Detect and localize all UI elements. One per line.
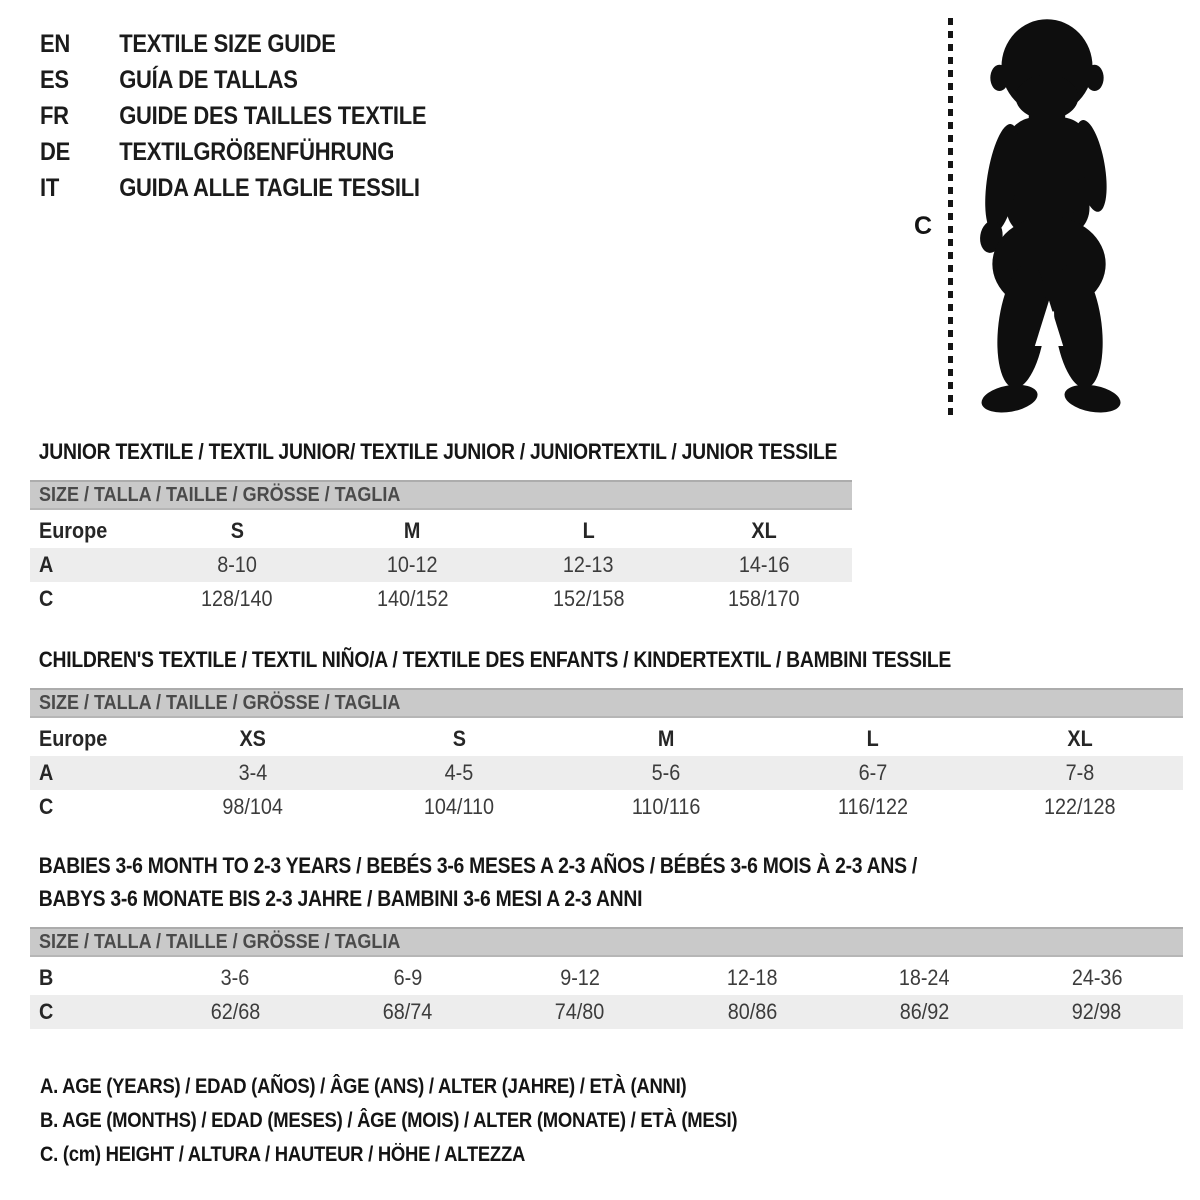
cell-value: 12-13 bbox=[563, 552, 614, 577]
row-label-text: A bbox=[39, 760, 54, 785]
row-label bbox=[30, 794, 149, 820]
cell bbox=[356, 794, 563, 820]
legend-row: C. (cm) HEIGHT / ALTURA / HAUTEUR / HÖHE / ALTEZZA bbox=[40, 1143, 526, 1166]
cell-value: 14-16 bbox=[738, 552, 790, 577]
cell-value: 98/104 bbox=[222, 794, 283, 819]
size-table-header-label: SIZE / TALLA / TAILLE / GRÖSSE / TAGLIA bbox=[39, 692, 401, 714]
cell-value: 4-5 bbox=[444, 760, 474, 785]
cell-value: 5-6 bbox=[651, 760, 681, 785]
size-table-children bbox=[30, 688, 1183, 824]
row-cells bbox=[149, 518, 852, 544]
size-table-header-label: SIZE / TALLA / TAILLE / GRÖSSE / TAGLIA bbox=[39, 484, 401, 506]
row-cells bbox=[149, 726, 1183, 752]
row-label-text: A bbox=[39, 552, 54, 577]
row-cells bbox=[149, 760, 1183, 786]
cell bbox=[494, 965, 666, 991]
cell-value: M bbox=[657, 726, 675, 751]
cell bbox=[769, 726, 976, 752]
cell-value: 18-24 bbox=[899, 965, 950, 990]
height-measure-label: C bbox=[914, 212, 933, 240]
cell bbox=[149, 726, 356, 752]
row-label-text: C bbox=[39, 999, 54, 1024]
table-row-c bbox=[30, 790, 1183, 824]
row-label bbox=[30, 586, 149, 612]
row-label bbox=[30, 552, 149, 578]
cell bbox=[149, 586, 325, 612]
size-table-header bbox=[30, 688, 1183, 718]
section-title-wrap bbox=[30, 435, 1183, 468]
size-table-header bbox=[30, 480, 852, 510]
cell bbox=[494, 999, 666, 1025]
cell-value: S bbox=[452, 726, 466, 751]
size-table-header-label: SIZE / TALLA / TAILLE / GRÖSSE / TAGLIA bbox=[39, 931, 401, 953]
cell-value: XL bbox=[1066, 726, 1093, 751]
legend bbox=[40, 1070, 832, 1172]
cell bbox=[1011, 999, 1183, 1025]
cell bbox=[325, 552, 501, 578]
height-figure bbox=[900, 0, 1200, 440]
language-title: GUÍA DE TALLAS bbox=[119, 65, 298, 94]
cell bbox=[356, 726, 563, 752]
language-row-es bbox=[40, 62, 426, 98]
legend-row: A. AGE (YEARS) / EDAD (AÑOS) / ÂGE (ANS) / ALTER (JAHRE) / ETÀ (ANNI) bbox=[40, 1075, 687, 1098]
cell-value: L bbox=[866, 726, 879, 751]
section-junior bbox=[30, 435, 1183, 616]
cell-value: S bbox=[230, 518, 244, 543]
language-code: EN bbox=[40, 29, 71, 58]
cell bbox=[501, 586, 677, 612]
size-table-babies bbox=[30, 927, 1183, 1029]
row-cells bbox=[149, 999, 1183, 1025]
cell bbox=[149, 552, 325, 578]
cell bbox=[149, 518, 325, 544]
legend-row: B. AGE (MONTHS) / EDAD (MESES) / ÂGE (MOIS) / ALTER (MONATE) / ETÀ (MESI) bbox=[40, 1109, 738, 1132]
size-table-junior bbox=[30, 480, 852, 616]
cell bbox=[321, 965, 493, 991]
table-row-b bbox=[30, 961, 1183, 995]
table-row-c bbox=[30, 582, 852, 616]
cell-value: 128/140 bbox=[201, 586, 273, 611]
language-code: ES bbox=[40, 65, 69, 94]
row-label-text: C bbox=[39, 794, 54, 819]
cell bbox=[666, 999, 838, 1025]
language-code: IT bbox=[40, 173, 60, 202]
table-row-europe bbox=[30, 514, 852, 548]
row-cells bbox=[149, 552, 852, 578]
section-title-line: BABYS 3-6 MONATE BIS 2-3 JAHRE / BAMBINI 3-6 MESI A 2-3 ANNI bbox=[38, 886, 643, 911]
cell-value: 3-6 bbox=[220, 965, 250, 990]
section-title-line: CHILDREN'S TEXTILE / TEXTIL NIÑO/A / TEXTILE DES ENFANTS / KINDERTEXTIL / BAMBINI TESSILE bbox=[38, 647, 952, 672]
cell-value: 62/68 bbox=[210, 999, 260, 1024]
section-title-wrap bbox=[30, 643, 1183, 676]
language-title: GUIDA ALLE TAGLIE TESSILI bbox=[119, 173, 420, 202]
cell bbox=[838, 999, 1010, 1025]
cell bbox=[321, 999, 493, 1025]
cell bbox=[769, 794, 976, 820]
cell bbox=[501, 552, 677, 578]
table-row-europe bbox=[30, 722, 1183, 756]
row-label-text: B bbox=[39, 965, 54, 990]
cell bbox=[976, 760, 1183, 786]
cell-value: 6-9 bbox=[393, 965, 422, 990]
language-title-list bbox=[40, 26, 479, 206]
cell-value: 74/80 bbox=[555, 999, 605, 1024]
cell-value: 158/170 bbox=[728, 586, 800, 611]
table-row-a bbox=[30, 548, 852, 582]
cell-value: 7-8 bbox=[1065, 760, 1094, 785]
cell bbox=[149, 794, 356, 820]
cell-value: 80/86 bbox=[727, 999, 777, 1024]
cell-value: 110/116 bbox=[631, 794, 701, 819]
section-babies bbox=[30, 849, 1183, 1029]
cell bbox=[563, 726, 770, 752]
cell-value: 10-12 bbox=[387, 552, 438, 577]
cell-value: 122/128 bbox=[1043, 794, 1116, 819]
cell bbox=[563, 794, 770, 820]
cell-value: 12-18 bbox=[726, 965, 778, 990]
language-title: TEXTILGRÖßENFÜHRUNG bbox=[119, 137, 395, 166]
cell bbox=[676, 552, 852, 578]
cell bbox=[325, 518, 501, 544]
cell-value: 6-7 bbox=[858, 760, 888, 785]
language-row-en bbox=[40, 26, 426, 62]
cell-value: 3-4 bbox=[238, 760, 267, 785]
row-label bbox=[30, 518, 149, 544]
row-cells bbox=[149, 965, 1183, 991]
language-code: FR bbox=[40, 101, 69, 130]
section-title-line: BABIES 3-6 MONTH TO 2-3 YEARS / BEBÉS 3-6 MESES A 2-3 AÑOS / BÉBÉS 3-6 MOIS À 2-3 ANS / bbox=[38, 853, 918, 878]
cell bbox=[838, 965, 1010, 991]
language-title: GUIDE DES TAILLES TEXTILE bbox=[119, 101, 427, 130]
row-label-text: C bbox=[39, 586, 54, 611]
cell-value: 152/158 bbox=[552, 586, 625, 611]
cell bbox=[769, 760, 976, 786]
row-label bbox=[30, 965, 149, 991]
row-cells bbox=[149, 586, 852, 612]
cell-value: 140/152 bbox=[376, 586, 449, 611]
cell-value: 68/74 bbox=[382, 999, 433, 1024]
cell bbox=[501, 518, 677, 544]
section-title-line: JUNIOR TEXTILE / TEXTIL JUNIOR/ TEXTILE JUNIOR / JUNIORTEXTIL / JUNIOR TESSILE bbox=[38, 439, 838, 464]
cell bbox=[666, 965, 838, 991]
cell-value: 116/122 bbox=[837, 794, 908, 819]
language-row-it bbox=[40, 170, 426, 206]
row-label bbox=[30, 999, 149, 1025]
size-table-header bbox=[30, 927, 1183, 957]
cell bbox=[149, 760, 356, 786]
cell bbox=[563, 760, 770, 786]
cell-value: M bbox=[404, 518, 421, 543]
cell-value: XS bbox=[239, 726, 266, 751]
cell bbox=[976, 726, 1183, 752]
table-row-c bbox=[30, 995, 1183, 1029]
cell-value: 92/98 bbox=[1072, 999, 1122, 1024]
cell-value: 9-12 bbox=[559, 965, 600, 990]
cell-value: 104/110 bbox=[424, 794, 495, 819]
cell-value: XL bbox=[751, 518, 777, 543]
cell bbox=[676, 518, 852, 544]
cell bbox=[976, 794, 1183, 820]
height-measure-dashed-line bbox=[948, 18, 953, 416]
language-title: TEXTILE SIZE GUIDE bbox=[119, 29, 336, 58]
cell-value: 8-10 bbox=[217, 552, 257, 577]
row-label-text: Europe bbox=[39, 726, 108, 751]
table-row-a bbox=[30, 756, 1183, 790]
cell bbox=[356, 760, 563, 786]
row-label bbox=[30, 760, 149, 786]
cell bbox=[676, 586, 852, 612]
language-code: DE bbox=[40, 137, 71, 166]
row-cells bbox=[149, 794, 1183, 820]
section-title-wrap bbox=[30, 849, 1183, 915]
cell bbox=[1011, 965, 1183, 991]
cell bbox=[149, 965, 321, 991]
cell-value: L bbox=[582, 518, 595, 543]
language-row-de bbox=[40, 134, 426, 170]
cell bbox=[149, 999, 321, 1025]
row-label bbox=[30, 726, 149, 752]
cell bbox=[325, 586, 501, 612]
language-row-fr bbox=[40, 98, 426, 134]
toddler-silhouette-icon bbox=[962, 14, 1134, 419]
cell-value: 86/92 bbox=[899, 999, 950, 1024]
section-children bbox=[30, 643, 1183, 824]
cell-value: 24-36 bbox=[1071, 965, 1123, 990]
row-label-text: Europe bbox=[39, 518, 108, 543]
